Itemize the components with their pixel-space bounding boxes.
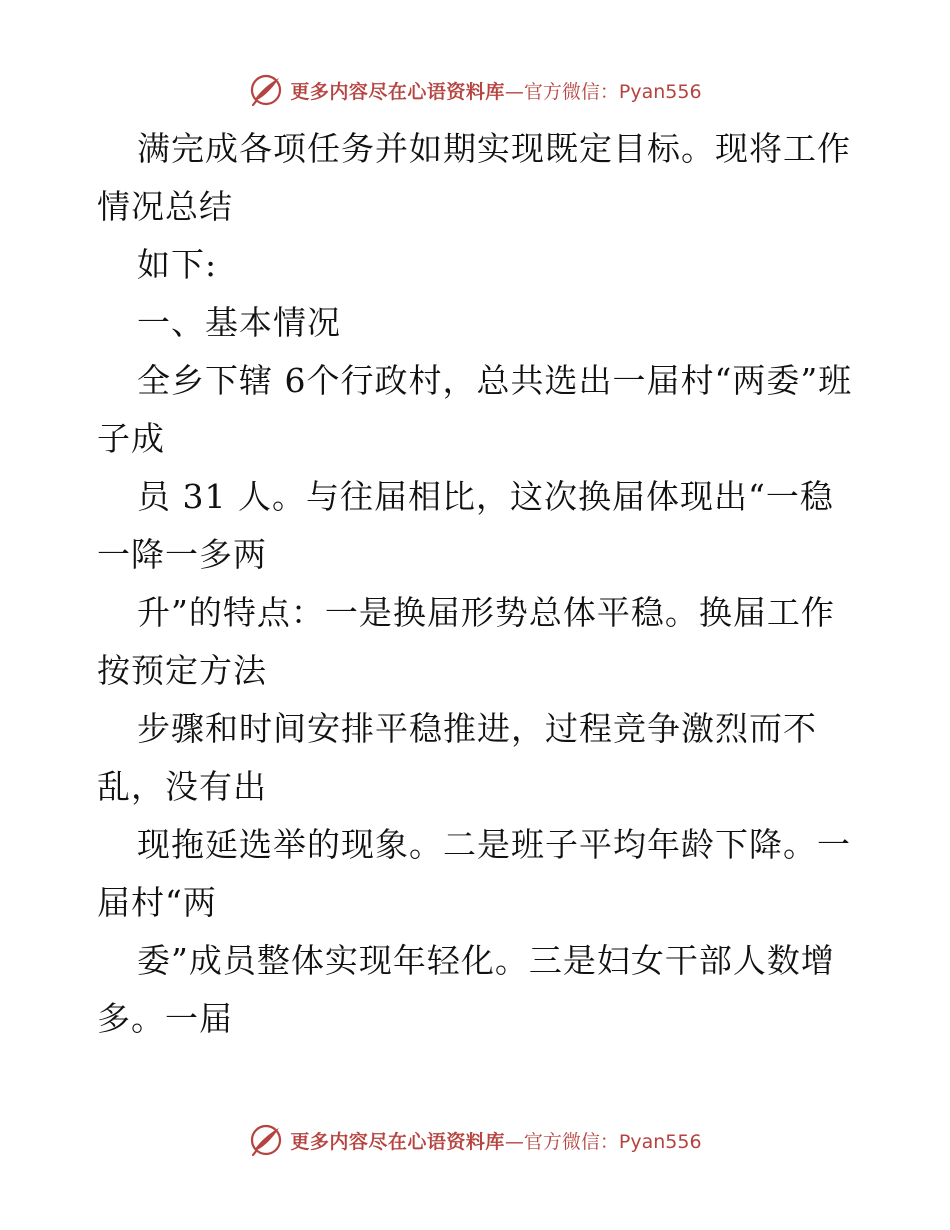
paragraph-1: 满完成各项任务并如期实现既定目标。现将工作情况总结: [97, 129, 851, 226]
paragraph-9: 委”成员整体实现年轻化。三是妇女干部人数增多。一届: [97, 941, 835, 1038]
header-banner[interactable]: [0, 70, 950, 110]
paragraph-4: 全乡下辖 6个行政村，总共选出一届村“两委”班子成: [97, 361, 853, 458]
quill-logo-icon: [248, 72, 284, 108]
paragraph-2: 如下:: [137, 245, 218, 284]
paragraph-8: 现拖延选举的现象。二是班子平均年龄下降。一届村“两: [97, 825, 851, 922]
quill-logo-icon: [248, 1122, 284, 1158]
paragraph-5: 员 31 人。与往届相比，这次换届体现出“一稳一降一多两: [97, 477, 834, 574]
header-site-text: 更多内容尽在心语资料库: [290, 80, 505, 103]
footer-wechat-text: —官方微信：Pyan556: [504, 1130, 702, 1153]
footer-banner[interactable]: [0, 1120, 950, 1160]
footer-site-text: 更多内容尽在心语资料库: [290, 1130, 505, 1153]
header-wechat-text: —官方微信：Pyan556: [504, 80, 702, 103]
paragraph-6: 升”的特点：一是换届形势总体平稳。换届工作按预定方法: [97, 593, 835, 690]
paragraph-7: 步骤和时间安排平稳推进，过程竞争激烈而不乱，没有出: [97, 709, 817, 806]
paragraph-3: 一、基本情况: [137, 303, 341, 342]
